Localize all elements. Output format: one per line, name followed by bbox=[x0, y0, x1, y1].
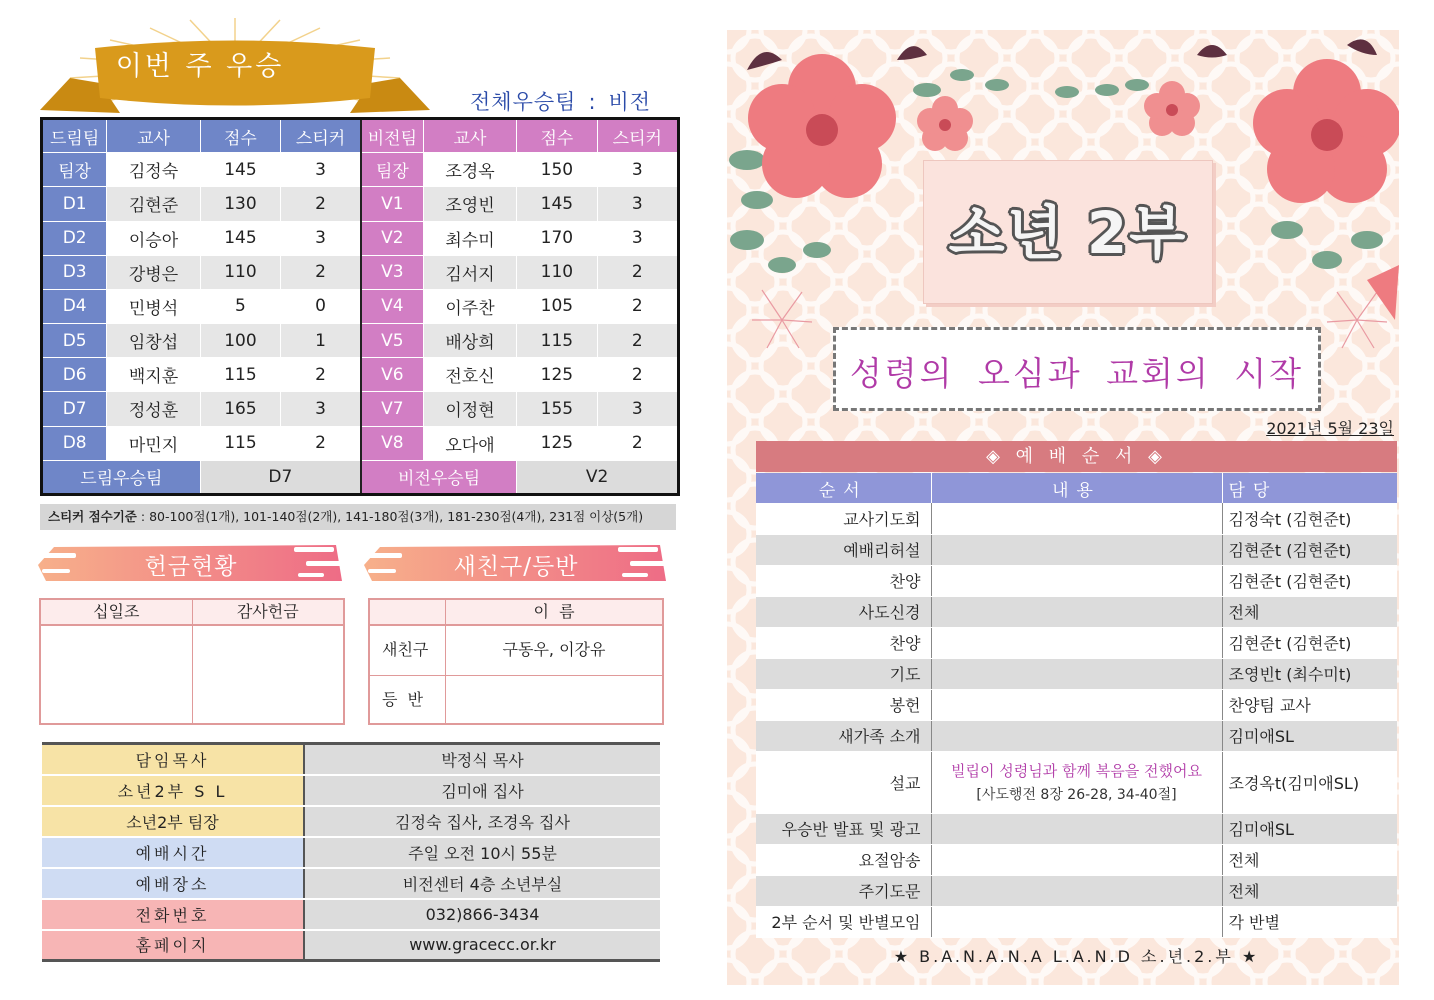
newfriend-label: 새친구 bbox=[370, 626, 446, 675]
team-label: 팀장 bbox=[42, 153, 107, 187]
offering-table bbox=[39, 598, 345, 725]
sermon-subtitle: 빌립이 성령님과 함께 복음을 전했어요 bbox=[951, 762, 1202, 780]
teacher-name: 김정숙 bbox=[107, 153, 200, 187]
order-item: 봉헌 bbox=[756, 689, 931, 720]
order-row bbox=[756, 813, 1397, 844]
order-header-leader: 담당 bbox=[1222, 473, 1397, 503]
teacher-name: 조경옥 bbox=[423, 153, 516, 187]
info-key: 담임목사 bbox=[42, 744, 304, 775]
order-header-row bbox=[756, 473, 1397, 503]
order-item: 기도 bbox=[756, 658, 931, 689]
order-row bbox=[756, 844, 1397, 875]
header-teacher: 교사 bbox=[107, 119, 200, 153]
order-leader: 김미애SL bbox=[1222, 720, 1397, 751]
promotion-label: 등 반 bbox=[370, 676, 446, 723]
score-row bbox=[42, 153, 679, 187]
sticker-count: 2 bbox=[281, 255, 361, 289]
newfriend-table bbox=[368, 598, 664, 725]
order-leader: 김정숙t (김현준t) bbox=[1222, 503, 1397, 534]
info-value: 주일 오전 10시 55분 bbox=[304, 837, 660, 868]
info-row bbox=[42, 775, 660, 806]
sticker-count: 2 bbox=[597, 255, 678, 289]
teacher-name: 최수미 bbox=[423, 221, 516, 255]
order-item: 찬양 bbox=[756, 627, 931, 658]
worship-order-title: ◈ 예 배 순 서 ◈ bbox=[756, 441, 1397, 472]
order-content bbox=[931, 906, 1222, 937]
order-item: 요절암송 bbox=[756, 844, 931, 875]
order-item: 사도신경 bbox=[756, 596, 931, 627]
info-key: 예배장소 bbox=[42, 868, 304, 899]
teacher-name: 이주찬 bbox=[423, 289, 516, 323]
info-row bbox=[42, 806, 660, 837]
order-content bbox=[931, 627, 1222, 658]
overall-sep: : bbox=[588, 90, 597, 114]
promotion-row bbox=[370, 676, 662, 723]
teacher-name: 김서지 bbox=[423, 255, 516, 289]
newfriend-names: 구동우, 이강유 bbox=[502, 640, 606, 659]
criteria-sep: : bbox=[140, 509, 146, 524]
info-row bbox=[42, 744, 660, 775]
sticker-count: 2 bbox=[281, 358, 361, 392]
vision-winner-label: 비전우승팀 bbox=[361, 460, 517, 494]
teacher-name: 정성훈 bbox=[107, 392, 200, 426]
sticker-count: 2 bbox=[597, 358, 678, 392]
criteria-label: 스티커 점수기준 bbox=[48, 509, 137, 524]
score-row bbox=[42, 221, 679, 255]
sticker-count: 3 bbox=[281, 221, 361, 255]
score-value: 150 bbox=[517, 153, 597, 187]
thanks-offering-cell bbox=[192, 626, 344, 723]
sticker-count: 0 bbox=[281, 289, 361, 323]
bulletin-date: 2021년 5월 23일 bbox=[1266, 419, 1394, 438]
order-header-sequence: 순서 bbox=[756, 473, 931, 503]
order-content bbox=[931, 689, 1222, 720]
worship-order-table bbox=[756, 473, 1397, 938]
overall-winner-label: 전체우승팀 bbox=[470, 90, 577, 114]
sermon-title: 성령의 오심과 교회의 시작 bbox=[849, 354, 1305, 393]
order-row bbox=[756, 689, 1397, 720]
team-label: D7 bbox=[42, 392, 107, 426]
header-sticker: 스티커 bbox=[597, 119, 678, 153]
score-value: 165 bbox=[200, 392, 280, 426]
info-value: 김정숙 집사, 조경옥 집사 bbox=[304, 806, 660, 837]
order-content bbox=[931, 565, 1222, 596]
order-content bbox=[931, 503, 1222, 534]
header-score: 점수 bbox=[517, 119, 597, 153]
order-row bbox=[756, 627, 1397, 658]
score-row bbox=[42, 255, 679, 289]
order-item: 주기도문 bbox=[756, 875, 931, 906]
teacher-name: 마민지 bbox=[107, 426, 200, 460]
order-item: 찬양 bbox=[756, 565, 931, 596]
teacher-name: 오다애 bbox=[423, 426, 516, 460]
order-leader: 각 반별 bbox=[1222, 906, 1397, 937]
teacher-name: 이승아 bbox=[107, 221, 200, 255]
sticker-count: 3 bbox=[597, 187, 678, 221]
dream-winner-value: D7 bbox=[200, 460, 361, 494]
order-item: 설교 bbox=[756, 751, 931, 813]
order-leader: 조경옥t(김미애SL) bbox=[1222, 751, 1397, 813]
score-value: 130 bbox=[200, 187, 280, 221]
newfriend-header bbox=[362, 541, 670, 585]
teacher-name: 민병석 bbox=[107, 289, 200, 323]
order-item: 2부 순서 및 반별모임 bbox=[756, 906, 931, 937]
newfriend-row bbox=[370, 626, 662, 676]
score-row bbox=[42, 426, 679, 460]
team-label: V3 bbox=[361, 255, 423, 289]
score-row bbox=[42, 324, 679, 358]
sticker-count: 3 bbox=[281, 153, 361, 187]
score-row bbox=[42, 392, 679, 426]
bulletin-title: 소년 2부 bbox=[948, 199, 1188, 267]
order-content bbox=[931, 596, 1222, 627]
sticker-count: 2 bbox=[281, 426, 361, 460]
score-value: 110 bbox=[517, 255, 597, 289]
promotion-names bbox=[446, 676, 662, 723]
score-row bbox=[42, 187, 679, 221]
info-key: 소년2부 팀장 bbox=[42, 806, 304, 837]
order-content bbox=[931, 875, 1222, 906]
order-row bbox=[756, 720, 1397, 751]
header-dream-team: 드림팀 bbox=[42, 119, 107, 153]
header-sticker: 스티커 bbox=[281, 119, 361, 153]
team-label: V8 bbox=[361, 426, 423, 460]
team-label: D5 bbox=[42, 324, 107, 358]
team-label: D4 bbox=[42, 289, 107, 323]
sticker-count: 3 bbox=[597, 392, 678, 426]
tithe-header: 십일조 bbox=[93, 602, 140, 621]
order-item: 예배리허설 bbox=[756, 534, 931, 565]
info-row bbox=[42, 930, 660, 961]
sticker-count: 2 bbox=[281, 187, 361, 221]
thanks-offering-header: 감사헌금 bbox=[192, 600, 344, 624]
score-table bbox=[40, 117, 680, 496]
order-leader: 전체 bbox=[1222, 596, 1397, 627]
teacher-name: 김현준 bbox=[107, 187, 200, 221]
score-value: 145 bbox=[200, 153, 280, 187]
score-value: 125 bbox=[517, 358, 597, 392]
vision-winner-value: V2 bbox=[517, 460, 679, 494]
sticker-count: 2 bbox=[597, 426, 678, 460]
tithe-cell bbox=[41, 626, 192, 723]
order-row bbox=[756, 906, 1397, 937]
team-label: V4 bbox=[361, 289, 423, 323]
header-teacher: 교사 bbox=[423, 119, 516, 153]
sticker-count: 2 bbox=[597, 324, 678, 358]
team-label: D3 bbox=[42, 255, 107, 289]
order-row bbox=[756, 875, 1397, 906]
info-row bbox=[42, 837, 660, 868]
sticker-count: 2 bbox=[597, 289, 678, 323]
info-value: www.gracecc.or.kr bbox=[304, 930, 660, 961]
header-vision-team: 비전팀 bbox=[361, 119, 423, 153]
order-leader: 김미애SL bbox=[1222, 813, 1397, 844]
info-value: 박정식 목사 bbox=[304, 744, 660, 775]
order-item: 우승반 발표 및 광고 bbox=[756, 813, 931, 844]
info-table bbox=[42, 742, 660, 962]
teacher-name: 백지훈 bbox=[107, 358, 200, 392]
score-value: 105 bbox=[517, 289, 597, 323]
teacher-name: 이정현 bbox=[423, 392, 516, 426]
order-leader: 전체 bbox=[1222, 844, 1397, 875]
teacher-name: 임창섭 bbox=[107, 324, 200, 358]
sticker-count: 3 bbox=[281, 392, 361, 426]
sticker-criteria bbox=[40, 504, 676, 530]
order-content bbox=[931, 751, 1222, 813]
order-header-content: 내용 bbox=[931, 473, 1222, 503]
dream-winner-label: 드림우승팀 bbox=[42, 460, 201, 494]
order-leader: 김현준t (김현준t) bbox=[1222, 627, 1397, 658]
offering-header bbox=[36, 541, 346, 585]
score-value: 145 bbox=[517, 187, 597, 221]
info-value: 비전센터 4층 소년부실 bbox=[304, 868, 660, 899]
newfriend-corner bbox=[370, 600, 446, 624]
order-content bbox=[931, 844, 1222, 875]
teacher-name: 전호신 bbox=[423, 358, 516, 392]
team-label: V7 bbox=[361, 392, 423, 426]
order-leader: 김현준t (김현준t) bbox=[1222, 565, 1397, 596]
order-row bbox=[756, 751, 1397, 813]
order-leader: 전체 bbox=[1222, 875, 1397, 906]
score-value: 145 bbox=[200, 221, 280, 255]
winner-row bbox=[42, 460, 679, 494]
order-item: 교사기도회 bbox=[756, 503, 931, 534]
score-value: 5 bbox=[200, 289, 280, 323]
teacher-name: 조영빈 bbox=[423, 187, 516, 221]
order-leader: 찬양팀 교사 bbox=[1222, 689, 1397, 720]
overall-winner-team: 비전 bbox=[608, 90, 652, 114]
scripture-reference: [사도행전 8장 26-28, 34-40절] bbox=[976, 787, 1177, 803]
order-content bbox=[931, 720, 1222, 751]
team-label: D8 bbox=[42, 426, 107, 460]
score-value: 170 bbox=[517, 221, 597, 255]
newfriend-title: 새친구/등반 bbox=[453, 554, 579, 580]
team-label: D1 bbox=[42, 187, 107, 221]
score-row bbox=[42, 289, 679, 323]
team-label: V5 bbox=[361, 324, 423, 358]
order-leader: 김현준t (김현준t) bbox=[1222, 534, 1397, 565]
bulletin-footer: ★ B.A.N.A.N.A L.A.N.D 소.년.2.부 ★ bbox=[893, 947, 1260, 966]
teacher-name: 배상희 bbox=[423, 324, 516, 358]
order-row bbox=[756, 503, 1397, 534]
score-value: 115 bbox=[517, 324, 597, 358]
teacher-name: 강병은 bbox=[107, 255, 200, 289]
order-row bbox=[756, 596, 1397, 627]
header-score: 점수 bbox=[200, 119, 280, 153]
team-label: V6 bbox=[361, 358, 423, 392]
team-label: 팀장 bbox=[361, 153, 423, 187]
info-key: 소년2부 S L bbox=[42, 775, 304, 806]
name-header: 이 름 bbox=[533, 602, 575, 621]
score-header-row bbox=[42, 119, 679, 153]
order-item: 새가족 소개 bbox=[756, 720, 931, 751]
overall-winner bbox=[470, 86, 651, 116]
score-value: 115 bbox=[200, 426, 280, 460]
info-key: 예배시간 bbox=[42, 837, 304, 868]
offering-title: 헌금현황 bbox=[144, 554, 238, 580]
order-content bbox=[931, 813, 1222, 844]
order-row bbox=[756, 658, 1397, 689]
score-row bbox=[42, 358, 679, 392]
team-label: D6 bbox=[42, 358, 107, 392]
info-row bbox=[42, 899, 660, 930]
sticker-count: 3 bbox=[597, 221, 678, 255]
score-value: 115 bbox=[200, 358, 280, 392]
info-key: 전화번호 bbox=[42, 899, 304, 930]
score-value: 155 bbox=[517, 392, 597, 426]
info-value: 김미애 집사 bbox=[304, 775, 660, 806]
order-content bbox=[931, 534, 1222, 565]
team-label: V2 bbox=[361, 221, 423, 255]
order-row bbox=[756, 565, 1397, 596]
sticker-count: 3 bbox=[597, 153, 678, 187]
sticker-count: 1 bbox=[281, 324, 361, 358]
score-value: 100 bbox=[200, 324, 280, 358]
score-value: 110 bbox=[200, 255, 280, 289]
score-value: 125 bbox=[517, 426, 597, 460]
order-row bbox=[756, 534, 1397, 565]
order-content bbox=[931, 658, 1222, 689]
banner-title: 이번 주 우승 bbox=[115, 51, 285, 82]
info-key: 홈페이지 bbox=[42, 930, 304, 961]
team-label: V1 bbox=[361, 187, 423, 221]
info-row bbox=[42, 868, 660, 899]
order-leader: 조영빈t (최수미t) bbox=[1222, 658, 1397, 689]
team-label: D2 bbox=[42, 221, 107, 255]
info-value: 032)866-3434 bbox=[304, 899, 660, 930]
criteria-text: 80-100점(1개), 101-140점(2개), 141-180점(3개), 181-230점(4개), 231점 이상(5개) bbox=[149, 509, 644, 524]
